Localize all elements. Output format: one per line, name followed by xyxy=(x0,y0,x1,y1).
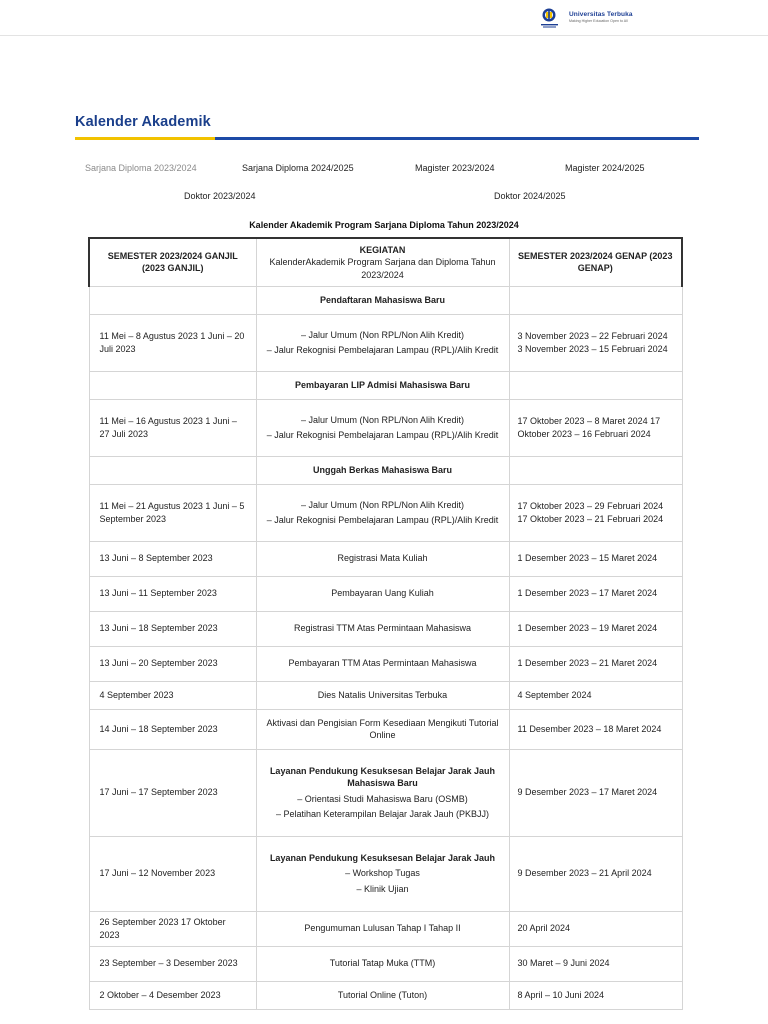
cell-kegiatan: Registrasi TTM Atas Permintaan Mahasiswa xyxy=(256,611,509,646)
table-row xyxy=(89,541,682,576)
cell-kegiatan xyxy=(256,749,509,836)
tab-doktor-2023-2024[interactable]: Doktor 2023/2024 xyxy=(184,191,256,201)
cell-ganjil: 13 Juni – 18 September 2023 xyxy=(89,611,256,646)
cell-kegiatan: Pembayaran TTM Atas Permintaan Mahasiswa xyxy=(256,646,509,681)
cell-ganjil: 17 Juni – 12 November 2023 xyxy=(89,836,256,911)
cell-kegiatan: Aktivasi dan Pengisian Form Kesediaan Mengikuti Tutorial Online xyxy=(256,709,509,749)
cell-ganjil: 11 Mei – 8 Agustus 2023 1 Juni – 20 Juli 2023 xyxy=(89,314,256,371)
table-row xyxy=(89,371,682,399)
cell-kegiatan xyxy=(256,836,509,911)
table-row xyxy=(89,286,682,314)
header-semester-ganjil: SEMESTER 2023/2024 GANJIL (2023 GANJIL) xyxy=(89,238,256,286)
tab-magister-2023-2024[interactable]: Magister 2023/2024 xyxy=(415,163,495,173)
cell-genap xyxy=(509,371,682,399)
cell-genap: 1 Desember 2023 – 19 Maret 2024 xyxy=(509,611,682,646)
cell-ganjil: 11 Mei – 21 Agustus 2023 1 Juni – 5 September 2023 xyxy=(89,484,256,541)
table-row xyxy=(89,456,682,484)
header-kegiatan xyxy=(256,238,509,286)
cell-ganjil: 17 Juni – 17 September 2023 xyxy=(89,749,256,836)
cell-ganjil: 23 September – 3 Desember 2023 xyxy=(89,946,256,981)
cell-genap: 30 Maret – 9 Juni 2024 xyxy=(509,946,682,981)
cell-kegiatan-section: Pendaftaran Mahasiswa Baru xyxy=(256,286,509,314)
table-row xyxy=(89,576,682,611)
table-row xyxy=(89,836,682,911)
table-row xyxy=(89,314,682,371)
academic-calendar-table xyxy=(88,237,683,1010)
header-semester-genap: SEMESTER 2023/2024 GENAP (2023 GENAP) xyxy=(509,238,682,286)
kegiatan-title: Layanan Pendukung Kesuksesan Belajar Jarak Jauh xyxy=(269,852,496,863)
site-header xyxy=(0,0,768,36)
kegiatan-item: – Orientasi Studi Mahasiswa Baru (OSMB) xyxy=(297,793,468,804)
tab-doktor-2024-2025[interactable]: Doktor 2024/2025 xyxy=(494,191,566,201)
cell-genap: 3 November 2023 – 22 Februari 2024 3 November 2023 – 15 Februari 2024 xyxy=(509,314,682,371)
kegiatan-title: Layanan Pendukung Kesuksesan Belajar Jarak Jauh Mahasiswa Baru xyxy=(269,765,496,788)
tab-magister-2024-2025[interactable]: Magister 2024/2025 xyxy=(565,163,645,173)
cell-kegiatan: Dies Natalis Universitas Terbuka xyxy=(256,681,509,709)
cell-genap: 1 Desember 2023 – 15 Maret 2024 xyxy=(509,541,682,576)
table-row xyxy=(89,399,682,456)
cell-ganjil: 13 Juni – 11 September 2023 xyxy=(89,576,256,611)
cell-genap: 9 Desember 2023 – 17 Maret 2024 xyxy=(509,749,682,836)
cell-kegiatan xyxy=(256,399,509,456)
kegiatan-item: – Jalur Rekognisi Pembelajaran Lampau (RPL)/Alih Kredit xyxy=(266,515,499,525)
cell-ganjil: 11 Mei – 16 Agustus 2023 1 Juni – 27 Juli 2023 xyxy=(89,399,256,456)
kegiatan-item: – Klinik Ujian xyxy=(356,883,409,894)
cell-ganjil: 13 Juni – 8 September 2023 xyxy=(89,541,256,576)
kegiatan-item: – Pelatihan Keterampilan Belajar Jarak Jauh (PKBJJ) xyxy=(275,809,490,819)
table-row xyxy=(89,749,682,836)
tab-sarjana-diploma-2023-2024[interactable]: Sarjana Diploma 2023/2024 xyxy=(85,163,197,173)
title-underline-accent xyxy=(75,137,215,140)
table-row xyxy=(89,484,682,541)
tab-sarjana-diploma-2024-2025[interactable]: Sarjana Diploma 2024/2025 xyxy=(242,163,354,173)
cell-kegiatan: Tutorial Online (Tuton) xyxy=(256,981,509,1009)
cell-kegiatan-section: Pembayaran LIP Admisi Mahasiswa Baru xyxy=(256,371,509,399)
brand-name: Universitas Terbuka xyxy=(569,10,633,18)
cell-ganjil: 4 September 2023 xyxy=(89,681,256,709)
cell-genap xyxy=(509,456,682,484)
table-caption: Kalender Akademik Program Sarjana Diploma Tahun 2023/2024 xyxy=(249,220,519,230)
university-seal-icon xyxy=(540,7,564,29)
header-kegiatan-subtitle: KalenderAkademik Program Sarjana dan Diploma Tahun 2023/2024 xyxy=(269,257,496,280)
cell-kegiatan: Pembayaran Uang Kuliah xyxy=(256,576,509,611)
cell-kegiatan xyxy=(256,484,509,541)
cell-kegiatan xyxy=(256,314,509,371)
brand-logo-link[interactable] xyxy=(540,7,633,29)
cell-kegiatan: Registrasi Mata Kuliah xyxy=(256,541,509,576)
kegiatan-item: – Workshop Tugas xyxy=(345,868,420,879)
cell-ganjil: 14 Juni – 18 September 2023 xyxy=(89,709,256,749)
table-header-row xyxy=(89,238,682,286)
cell-genap: 1 Desember 2023 – 21 Maret 2024 xyxy=(509,646,682,681)
cell-ganjil: 26 September 2023 17 Oktober 2023 xyxy=(89,911,256,946)
kegiatan-item: – Jalur Rekognisi Pembelajaran Lampau (RPL)/Alih Kredit xyxy=(266,430,499,440)
table-row xyxy=(89,946,682,981)
kegiatan-item: – Jalur Umum (Non RPL/Non Alih Kredit) xyxy=(300,414,465,425)
cell-ganjil: 2 Oktober – 4 Desember 2023 xyxy=(89,981,256,1009)
table-row xyxy=(89,646,682,681)
cell-genap: 20 April 2024 xyxy=(509,911,682,946)
kegiatan-item: – Jalur Umum (Non RPL/Non Alih Kredit) xyxy=(300,329,465,340)
cell-ganjil xyxy=(89,456,256,484)
cell-ganjil xyxy=(89,371,256,399)
cell-genap: 8 April – 10 Juni 2024 xyxy=(509,981,682,1009)
cell-genap: 9 Desember 2023 – 21 April 2024 xyxy=(509,836,682,911)
cell-ganjil xyxy=(89,286,256,314)
table-row xyxy=(89,709,682,749)
cell-genap: 17 Oktober 2023 – 29 Februari 2024 17 Oktober 2023 – 21 Februari 2024 xyxy=(509,484,682,541)
cell-genap xyxy=(509,286,682,314)
cell-genap: 1 Desember 2023 – 17 Maret 2024 xyxy=(509,576,682,611)
cell-genap: 4 September 2024 xyxy=(509,681,682,709)
cell-kegiatan-section: Unggah Berkas Mahasiswa Baru xyxy=(256,456,509,484)
page-title: Kalender Akademik xyxy=(75,114,211,130)
kegiatan-item: – Jalur Umum (Non RPL/Non Alih Kredit) xyxy=(300,499,465,510)
cell-kegiatan: Pengumuman Lulusan Tahap I Tahap II xyxy=(256,911,509,946)
cell-genap: 17 Oktober 2023 – 8 Maret 2024 17 Oktober 2023 – 16 Februari 2024 xyxy=(509,399,682,456)
kegiatan-item: – Jalur Rekognisi Pembelajaran Lampau (RPL)/Alih Kredit xyxy=(266,345,499,355)
cell-ganjil: 13 Juni – 20 September 2023 xyxy=(89,646,256,681)
table-row xyxy=(89,611,682,646)
cell-kegiatan: Tutorial Tatap Muka (TTM) xyxy=(256,946,509,981)
brand-tagline: Making Higher Education Open to All xyxy=(569,19,628,24)
header-kegiatan-title: KEGIATAN xyxy=(359,244,406,255)
table-row xyxy=(89,911,682,946)
table-row xyxy=(89,681,682,709)
cell-genap: 11 Desember 2023 – 18 Maret 2024 xyxy=(509,709,682,749)
table-row xyxy=(89,981,682,1009)
